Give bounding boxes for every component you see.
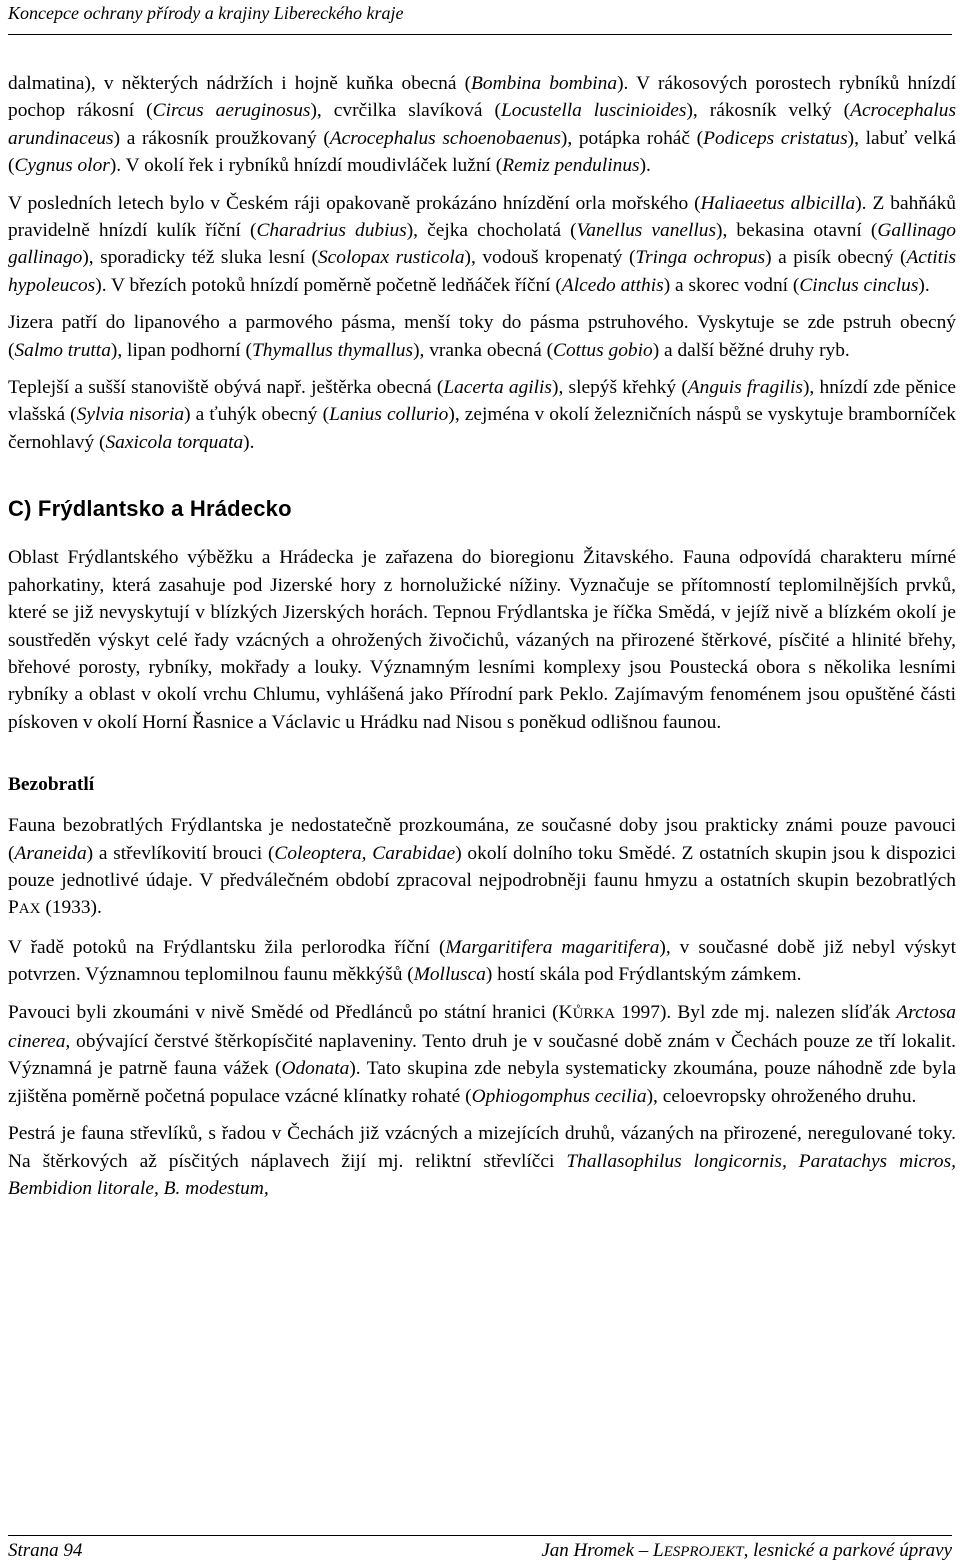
paragraph-mollusca: V řadě potoků na Frýdlantsku žila perlorodka říční (Margaritifera magaritifera), v současné době již nebyl výskyt potvrzen. Významnou teplomilnou faunu měkkýšů (Mollusca) hostí skála pod Frýdlantským zámkem. <box>8 936 956 986</box>
footer-divider <box>8 1535 952 1536</box>
paragraph-birds-wetlands: dalmatina), v některých nádržích i hojně kuňka obecná (Bombina bombina). V rákosových porostech rybníků hnízdí pochop rákosní (Circus aeruginosus), cvrčilka slavíková (Locustella luscinioides), rákosník velký (Acrocephalus arundinaceus) a rákosník proužkovaný (Acrocephalus schoenobaenus), potápka roháč (Podiceps cristatus), labuť velká (Cygnus olor). V okolí řek i rybníků hnízdí moudivláček lužní (Remiz pendulinus). <box>8 73 956 177</box>
paragraph-frydlantsko-intro: Oblast Frýdlantského výběžku a Hrádecka je zařazena do bioregionu Žitavského. Fauna odpovídá charakteru mírné pahorkatiny, která zasahuje pod Jizerské hory z hornolužické nížiny. Vyznačuje se přítomností teplomilnějších prvků, které se již nevyskytují v blízkých Jizerských horách. Tepnou Frýdlantska je říčka Smědá, v jejíž nivě a blízkém okolí je soustředěn výskyt celé řady vzácných a ohrožených živočichů, vázaných na přirozené štěrkové, písčité a hlinité břehy, břehové porosty, rybníky, mokřady a louky. Významným lesními komplexy jsou Poustecká obora s několika lesními rybníky a oblast v okolí vrchu Chlumu, vyhlášená jako Přírodní park Peklo. Zajímavým fenoménem jsou opuštěné části pískoven v okolí Horní Řasnice a Václavic u Hrádku nad Nisou s poněkud odlišnou faunou. <box>8 547 956 733</box>
header-divider <box>8 34 952 35</box>
section-heading: C) Frýdlantsko a Hrádecko <box>8 496 292 522</box>
paragraph-birds-cesky-raj: V posledních letech bylo v Českém ráji opakovaně prokázáno hnízdění orla mořského (Haliaeetus albicilla). Z bahňáků pravidelně hnízdí kulík říční (Charadrius dubius), čejka chocholatá (Vanellus vanellus), bekasina otavní (Gallinago gallinago), sporadicky též sluka lesní (Scolopax rusticola), vodouš kropenatý (Tringa ochropus) a pisík obecný (Actitis hypoleucos). V březích potoků hnízdí poměrně početně ledňáček říční (Alcedo atthis) a skorec vodní (Cinclus cinclus). <box>8 192 956 296</box>
paragraph-spiders: Pavouci byli zkoumáni v nivě Smědé od Předlánců po státní hranici (KŮRKA 1997). Byl zde mj. nalezen slíďák Arctosa cinerea, obývající čerstvé štěrkopísčité naplaveniny. Tento druh je v současné době znám v Čechách pouze ze tří lokalit. Významná je patrně fauna vážek (Odonata). Tato skupina zde nebyla systematicky zkoumána, pouze náhodně zde byla zjištěna poměrně početná populace vzácné klínatky rohaté (Ophiogomphus cecilia), celoevropsky ohroženého druhu. <box>8 1001 957 1107</box>
subsection-heading: Bezobratlí <box>8 774 95 796</box>
running-header: Koncepce ochrany přírody a krajiny Libereckého kraje <box>8 3 404 23</box>
paragraph-fish: Jizera patří do lipanového a parmového pásma, menší toky do pásma pstruhového. Vyskytuje se zde pstruh obecný (Salmo trutta), lipan podhorní (Thymallus thymallus), vranka obecná (Cottus gobio) a další běžné druhy ryb. <box>8 312 956 361</box>
paragraph-invertebrates: Fauna bezobratlých Frýdlantska je nedostatečně prozkoumána, ze současné doby jsou prakticky známi pouze pavouci (Araneida) a střevlíkovití brouci (Coleoptera, Carabidae) okolí dolního toku Smědé. Z ostatních skupin jsou k dispozici pouze jednotlivé údaje. V předválečném období zpracoval nejpodrobněji faunu hmyzu a ostatních skupin bezobratlých PAX (1933). <box>8 815 956 919</box>
footer-author: Jan Hromek – LESPROJEKT, lesnické a parkové úpravy <box>541 1540 952 1561</box>
paragraph-carabids: Pestrá je fauna střevlíků, s řadou v Čechách již vzácných a mizejících druhů, vázaných na přirozené, neregulované toky. Na štěrkových až písčitých náplavech žijí mj. reliktní střevlíčci Thallasophilus longicornis, Paratachys micros, Bembidion litorale, B. modestum, <box>8 1123 956 1199</box>
page-number: Strana 94 <box>8 1540 83 1561</box>
page-body <box>8 70 956 1202</box>
paragraph-reptiles: Teplejší a sušší stanoviště obývá např. ještěrka obecná (Lacerta agilis), slepýš křehký (Anguis fragilis), hnízdí zde pěnice vlašská (Sylvia nisoria) a ťuhýk obecný (Lanius collurio), zejména v okolí železničních náspů se vyskytuje bramborníček černohlavý (Saxicola torquata). <box>8 377 956 453</box>
